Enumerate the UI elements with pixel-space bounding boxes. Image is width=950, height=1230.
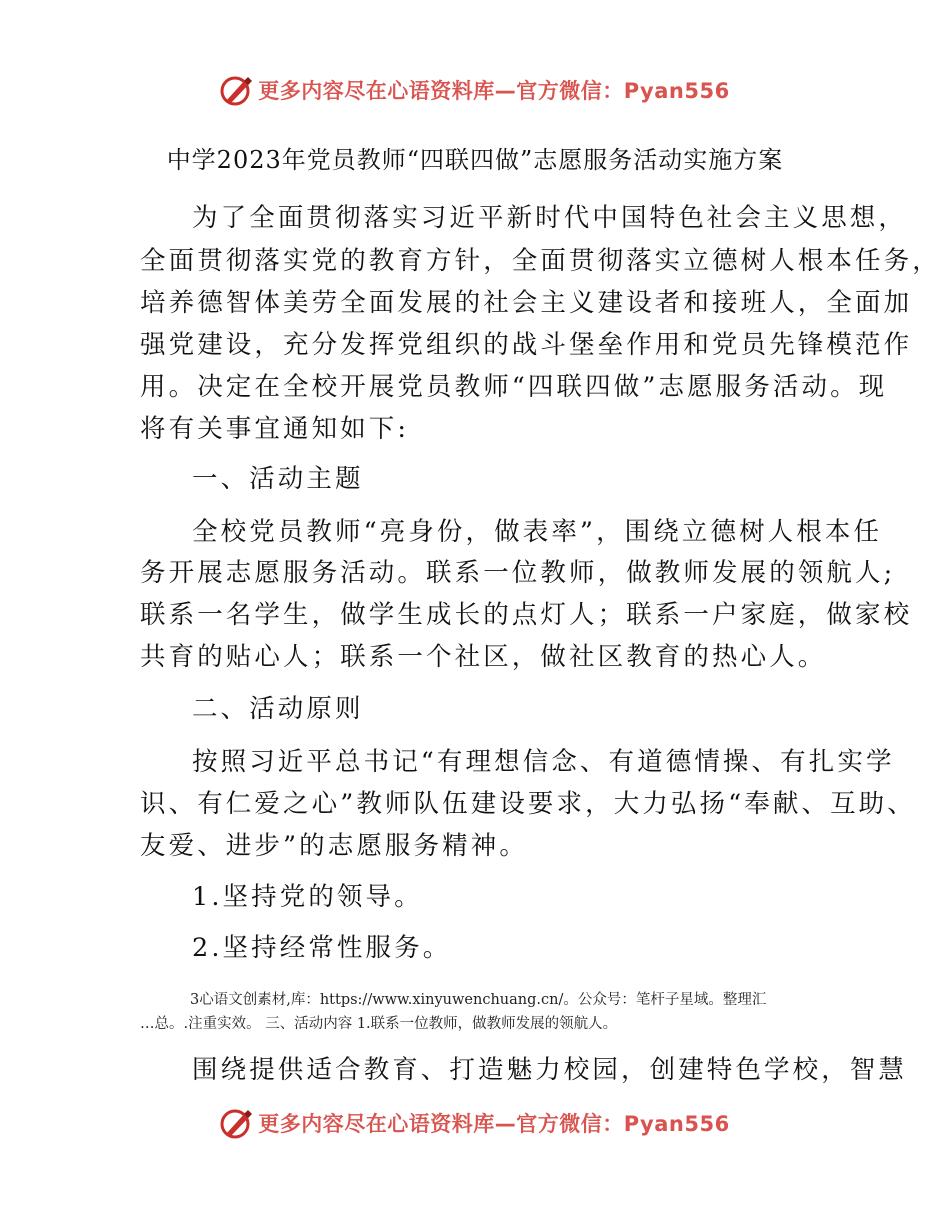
paragraph-line: 全校党员教师“亮身份，做表率”，围绕立德树人根本任: [192, 517, 883, 547]
pen-logo-icon: [220, 1106, 254, 1140]
list-item: 1.坚持党的领导。: [192, 882, 423, 912]
paragraph-line: 友爱、进步”的志愿服务精神。: [140, 831, 528, 861]
paragraph-line: 为了全面贯彻落实习近平新时代中国特色社会主义思想，: [192, 203, 908, 233]
paragraph-line: 联系一名学生，做学生成长的点灯人；联系一户家庭，做家校: [140, 600, 913, 630]
paragraph-line: 按照习近平总书记“有理想信念、有道德情操、有扎实学: [192, 747, 895, 777]
paragraph-line: 用。决定在全校开展党员教师“四联四做”志愿服务活动。现: [140, 372, 888, 402]
pen-logo-icon: [220, 73, 254, 107]
header-banner: [0, 68, 950, 112]
section-heading: 二、活动原则: [192, 694, 364, 724]
paragraph-line: 识、有仁爱之心”教师队伍建设要求，大力弘扬“奉献、互助、: [140, 789, 916, 819]
paragraph-line: 强党建设，充分发挥党组织的战斗堡垒作用和党员先锋模范作: [140, 330, 913, 360]
banner-text: 更多内容尽在心语资料库—官方微信：Pyan556: [258, 79, 730, 103]
paragraph-line: 全面贯彻落实党的教育方针，全面贯彻落实立德树人根本任务，: [140, 246, 941, 276]
section-heading: 一、活动主题: [192, 464, 364, 494]
list-item: 2.坚持经常性服务。: [192, 933, 452, 963]
paragraph-line: 共育的贴心人；联系一个社区，做社区教育的热心人。: [140, 642, 827, 672]
paragraph-line: 将有关事宜通知如下:: [140, 414, 410, 444]
banner-text: 更多内容尽在心语资料库—官方微信：Pyan556: [258, 1112, 730, 1136]
paragraph-line: 务开展志愿服务活动。联系一位教师，做教师发展的领航人;: [140, 558, 896, 588]
footer-banner: [0, 1101, 950, 1145]
paragraph-line: 培养德智体美劳全面发展的社会主义建设者和接班人，全面加: [140, 288, 913, 318]
footnote-line: 3心语文创素材,库：https://www.xinyuwenchuang.cn/。公众号：笔杆子星域。整理汇: [190, 992, 767, 1008]
footnote-line: …总。.注重实效。 三、活动内容 1.联系一位教师，做教师发展的领航人。: [140, 1016, 618, 1032]
paragraph-line: 围绕提供适合教育、打造魅力校园，创建特色学校，智慧: [192, 1055, 908, 1085]
document-title: 中学2023年党员教师“四联四做”志愿服务活动实施方案: [166, 146, 784, 174]
